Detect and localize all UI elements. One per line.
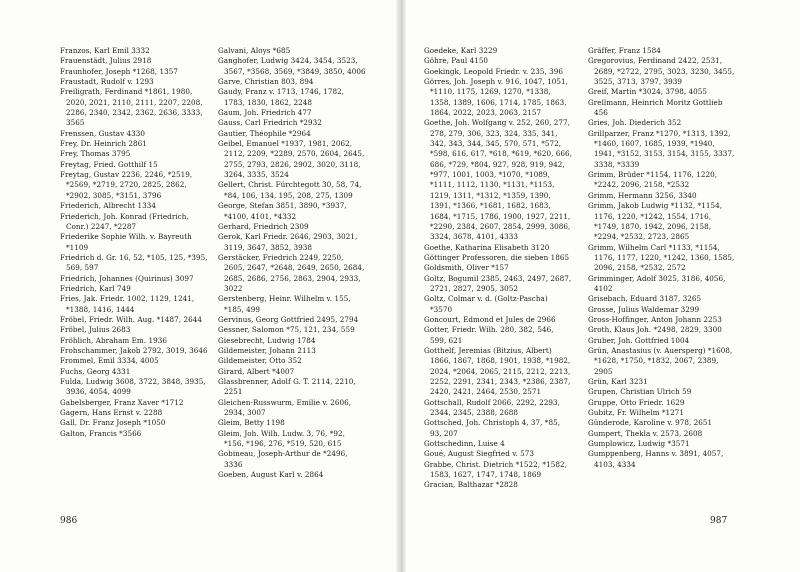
index-entry: Grellmann, Heinrich Moritz Gottlieb 456	[588, 97, 723, 118]
index-entry: Gabelsberger, Franz Xaver *1712	[60, 397, 184, 407]
index-entry: Gauss, Carl Friedrich *2932	[218, 118, 322, 128]
right-page-column-1	[424, 46, 572, 491]
index-entry: Freiligrath, Ferdinand *1861, 1980, 2020, 2021, 2110, 2111, 2207, 2208, 2286, 2340, 2342, 2362, 2636, 3333, 3565	[60, 87, 203, 128]
index-entry: Gellert, Christ. Fürchtegott 30, 58, 74, *84, 106, 134, 195, 208, 275, 1309	[218, 180, 362, 200]
index-entry: Goekingk, Leopold Friedr. v. 235, 396	[424, 66, 564, 76]
index-entry: Friedrich, Johannes (Quirinus) 3097	[60, 273, 194, 283]
index-entry: Fröhlich, Abraham Em. 1936	[60, 335, 167, 345]
index-entry: Fröbel, Julius 2683	[60, 325, 131, 335]
book-gutter	[396, 0, 406, 572]
index-entry: Fries, Jak. Friedr. 1002, 1129, 1241, *1388, 1416, 1444	[60, 294, 195, 314]
index-entry: Fulda, Ludwig 3608, 3722, 3848, 3935, 3936, 4054, 4099	[60, 377, 206, 397]
index-entry: Görres, Joh. Joseph v. 916, 1047, 1051, *1110, 1175, 1269, 1270, *1338, 1358, 1389, 1606, 1714, 1785, 1863, 1864, 2022, 2023, 2063, 2157	[424, 77, 568, 118]
index-entry: Gleichen-Russwurm, Emilie v. 2606, 2934, 3007	[218, 397, 352, 418]
index-entry: Frommel, Emil 3334, 4005	[60, 356, 159, 366]
index-entry: Gessner, Salomon *75, 121, 234, 559	[218, 325, 355, 335]
left-page	[0, 0, 396, 572]
index-entry: Giesebrecht, Ludwig 1784	[218, 335, 316, 345]
index-entry: Grün, Anastasius (v. Auersperg) *1608, *1628, *1750, *1832, 2067, 2389, 2905	[588, 345, 733, 376]
index-entry: Friedrich d. Gr. 16, 52, *105, 125, *395, 569, 597	[60, 252, 208, 273]
index-entry: Göhre, Paul 4150	[424, 56, 489, 66]
index-entry: Friederich, Albrecht 1334	[60, 201, 156, 211]
index-entry: Gobineau, Joseph-Arthur de *2496, 3336	[218, 449, 348, 469]
index-entry: Friedrich, Karl 749	[60, 283, 131, 293]
index-entry: Gross-Hoffinger, Anton Johann 2253	[588, 314, 722, 324]
index-entry: Gildemeister, Johann 2113	[218, 345, 316, 355]
index-entry: Gracian, Balthazar *2828	[424, 480, 518, 490]
index-entry: Geibel, Emanuel *1937, 1981, 2062, 2112, 2209, *2289, 2570, 2604, 2645, 2755, 2793, 2826, 2902, 3020, 3118, 3264, 3335, 3524	[218, 139, 365, 180]
index-entry: Goeben, August Karl v. 2864	[218, 470, 324, 480]
index-entry: Fraustadt, Rudolf v. 1293	[60, 77, 154, 87]
index-entry: Gruppe, Otto Friedr. 1629	[588, 397, 685, 407]
index-entry: Fuchs, Georg 4331	[60, 366, 131, 376]
index-entry: Fröbel, Friedr. Wilh. Aug. *1487, 2644	[60, 314, 202, 324]
index-entry: Gottsched, Joh. Christoph 4, 37, *85, 93, 207	[424, 418, 561, 438]
index-entry: Friederike Sophie Wilh. v. Bayreuth *1109	[60, 232, 192, 252]
index-entry: Gottschedinn, Luise 4	[424, 439, 505, 449]
index-entry: Gaum, Joh. Friedrich 477	[218, 108, 312, 118]
index-entry: Freytag, Gustav 2236, 2246, *2519, *2569, *2719, 2720, 2825, 2862, *2902, 3085, *3151, 3796	[60, 170, 193, 200]
index-entry: Gervinus, Georg Gottfried 2495, 2794	[218, 314, 359, 324]
index-entry: Goethe, Joh. Wolfgang v. 252, 260, 277, 278, 279, 306, 323, 324, 335, 341, 342, 343, 344, 345, 570, 571, *572, *598, 616, 617, *618, *619, *620, 666, 686, *729, *804, 927, 928, 919, 942, *977, 1001, 1003, *1070, *1089, *1111, 1112, 1130, *1131, *1153, 1219, 1311, *1312, *1359, 1390, 1391, *1366, *1681, 1682, 1683, 1684, *1715, 1786, 1900, 1927, 2211, *2290, 2384, 2607, 2854, 2999, 3086, 3324, 3678, 4101, 4333	[424, 118, 573, 242]
index-entry: Frey, Thomas 3795	[60, 149, 131, 159]
index-entry: Galton, Francis *3566	[60, 428, 142, 438]
index-entry: Gagern, Hans Ernst v. 2288	[60, 408, 163, 418]
index-entry: Goué, August Siegfried v. 573	[424, 449, 534, 459]
index-entry: Gregorovius, Ferdinand 2422, 2531, 2689, *2722, 2795, 3023, 3230, 3455, 3525, 3713, 3797, 3939	[588, 56, 735, 87]
index-entry: Frey, Dr. Heinrich 2861	[60, 139, 147, 149]
index-entry: Goltz, Colmar v. d. (Goltz-Pascha) *3570	[424, 294, 548, 314]
index-entry: Grillparzer, Franz *1270, *1313, 1392, *1460, 1607, 1685, 1939, *1940, 1941, *3152, 3153, 3154, 3155, 3337, 3338, *3339	[588, 128, 735, 169]
index-entry: Gleim, Joh. Wilh. Ludw. 3, 76, *92, *156, *196, 276, *519, 520, 615	[218, 428, 345, 449]
index-entry: Gubitz, Fr. Wilhelm *1271	[588, 408, 684, 418]
index-entry: Goedeke, Karl 3229	[424, 46, 498, 55]
index-entry: Galvani, Aloys *685	[218, 46, 291, 55]
index-entry: Goethe, Katharina Elisabeth 3120	[424, 242, 550, 252]
index-entry: Garve, Christian 803, 894	[218, 77, 314, 87]
index-entry: Ganghofer, Ludwig 3424, 3454, 3523, 3567, *3568, 3569, *3849, 3850, 4006	[218, 56, 366, 76]
index-entry: Gries, Joh. Diederich 352	[588, 118, 682, 128]
index-entry: Gaudy, Franz v. 1713, 1746, 1782, 1783, 1830, 1862, 2248	[218, 87, 345, 107]
index-entry: Grimm, Wilhelm Carl *1133, *1154, 1176, 1177, 1220, *1242, 1360, 1585, 2096, 2158, *2532, 2572	[588, 242, 735, 273]
page-number-right: 987	[710, 516, 728, 526]
index-entry: Grosse, Julius Waldemar 3299	[588, 304, 700, 314]
index-entry: Goltz, Bogumil 2385, 2463, 2497, 2687, 2721, 2827, 2905, 3052	[424, 273, 572, 293]
index-entry: Franzos, Karl Emil 3332	[60, 46, 150, 55]
index-entry: Glassbrenner, Adolf G. T. 2114, 2210, 2251	[218, 377, 356, 397]
index-entry: George, Stefan 3851, 3890, *3937, *4100, 4101, *4332	[218, 201, 347, 221]
right-page	[406, 0, 800, 572]
index-entry: Frauenstädt, Julius 2918	[60, 56, 152, 66]
left-page-column-2	[218, 46, 366, 480]
index-entry: Gautier, Théophile *2964	[218, 128, 311, 138]
index-entry: Gall, Dr. Franz Joseph *1050	[60, 418, 166, 428]
index-entry: Frohschammer, Jakob 2792, 3019, 3646	[60, 345, 208, 355]
index-entry: Groth, Klaus Joh. *2498, 2829, 3300	[588, 325, 722, 335]
index-entry: Gotter, Friedr. Wilh. 280, 382, 546, 599, 621	[424, 325, 554, 345]
index-entry: Günderode, Karoline v. 978, 2651	[588, 418, 713, 428]
index-entry: Gleim, Betty 1198	[218, 418, 285, 428]
index-entry: Friederich, Joh. Konrad (Friedrich, Conr.) 2247, *2287	[60, 211, 189, 231]
index-entry: Gottschall, Rudolf 2066, 2292, 2293, 2344, 2345, 2388, 2688	[424, 397, 560, 418]
index-entry: Grimminger, Adolf 3025, 3186, 4056, 4102	[588, 273, 726, 293]
index-entry: Grisebach, Eduard 3187, 3265	[588, 294, 702, 304]
index-entry: Grimm, Jakob Ludwig *1132, *1154, 1176, 1220, *1242, 1554, 1716, *1749, 1870, 1942, 2096, 2158, *2294, *2532, 2723, 2865	[588, 201, 723, 242]
right-page-column-2	[588, 46, 736, 470]
index-entry: Freytag, Fried. Gotthilf 15	[60, 159, 158, 169]
index-entry: Göttinger Professoren, die sieben 1865	[424, 252, 570, 262]
index-entry: Frenssen, Gustav 4330	[60, 128, 146, 138]
index-entry: Goncourt, Edmond et Jules de 2966	[424, 314, 556, 324]
index-entry: Grabbe, Christ. Dietrich *1522, *1582, 1583, 1627, 1747, 1748, 1869	[424, 459, 567, 480]
index-entry: Gumppenberg, Hanns v. 3891, 4057, 4103, 4334	[588, 449, 724, 469]
left-page-column-1	[60, 46, 208, 439]
index-entry: Gerok, Karl Friedr. 2646, 2903, 3021, 3119, 3647, 3852, 3938	[218, 232, 358, 252]
index-entry: Grimm, Hermann 3256, 3340	[588, 190, 697, 200]
page-number-left: 986	[60, 516, 78, 526]
index-entry: Goldsmith, Oliver *157	[424, 263, 509, 273]
index-entry: Gotthelf, Jeremias (Bitzius, Albert) 1866, 1867, 1868, 1901, 1938, *1982, 2024, *2064, 2065, 2115, 2212, 2213, 2252, 2291, 2341, 2343, *2386, 2387, 2420, 2421, 2464, 2530, 2571	[424, 345, 571, 397]
index-entry: Girard, Albert *4007	[218, 366, 295, 376]
index-entry: Grün, Karl 3231	[588, 377, 648, 386]
index-entry: Gerstäcker, Friedrich 2249, 2250, 2605, 2647, *2648, 2649, 2650, 2684, 2685, 2686, 2756, 2863, 2904, 2933, 3022	[218, 252, 365, 293]
index-entry: Fraunhofer, Joseph *1268, 1357	[60, 66, 178, 76]
index-entry: Gruber, Joh. Gottfried 1004	[588, 335, 690, 345]
index-entry: Gumpert, Thekla v. 2573, 2608	[588, 428, 703, 438]
index-entry: Grimm, Brüder *1154, 1176, 1220, *2242, 2096, 2158, *2532	[588, 170, 718, 190]
index-entry: Gumplowicz, Ludwig *3571	[588, 439, 690, 449]
index-entry: Greif, Martin *3024, 3798, 4055	[588, 87, 708, 97]
index-entry: Grupen, Christian Ulrich 59	[588, 387, 692, 397]
index-entry: Gerstenberg, Heinr. Wilhelm v. 155, *185, 499	[218, 294, 351, 314]
index-entry: Gerhard, Friedrich 2309	[218, 221, 309, 231]
index-entry: Gräffer, Franz 1584	[588, 46, 661, 55]
index-entry: Gildemeister, Otto 352	[218, 356, 302, 366]
